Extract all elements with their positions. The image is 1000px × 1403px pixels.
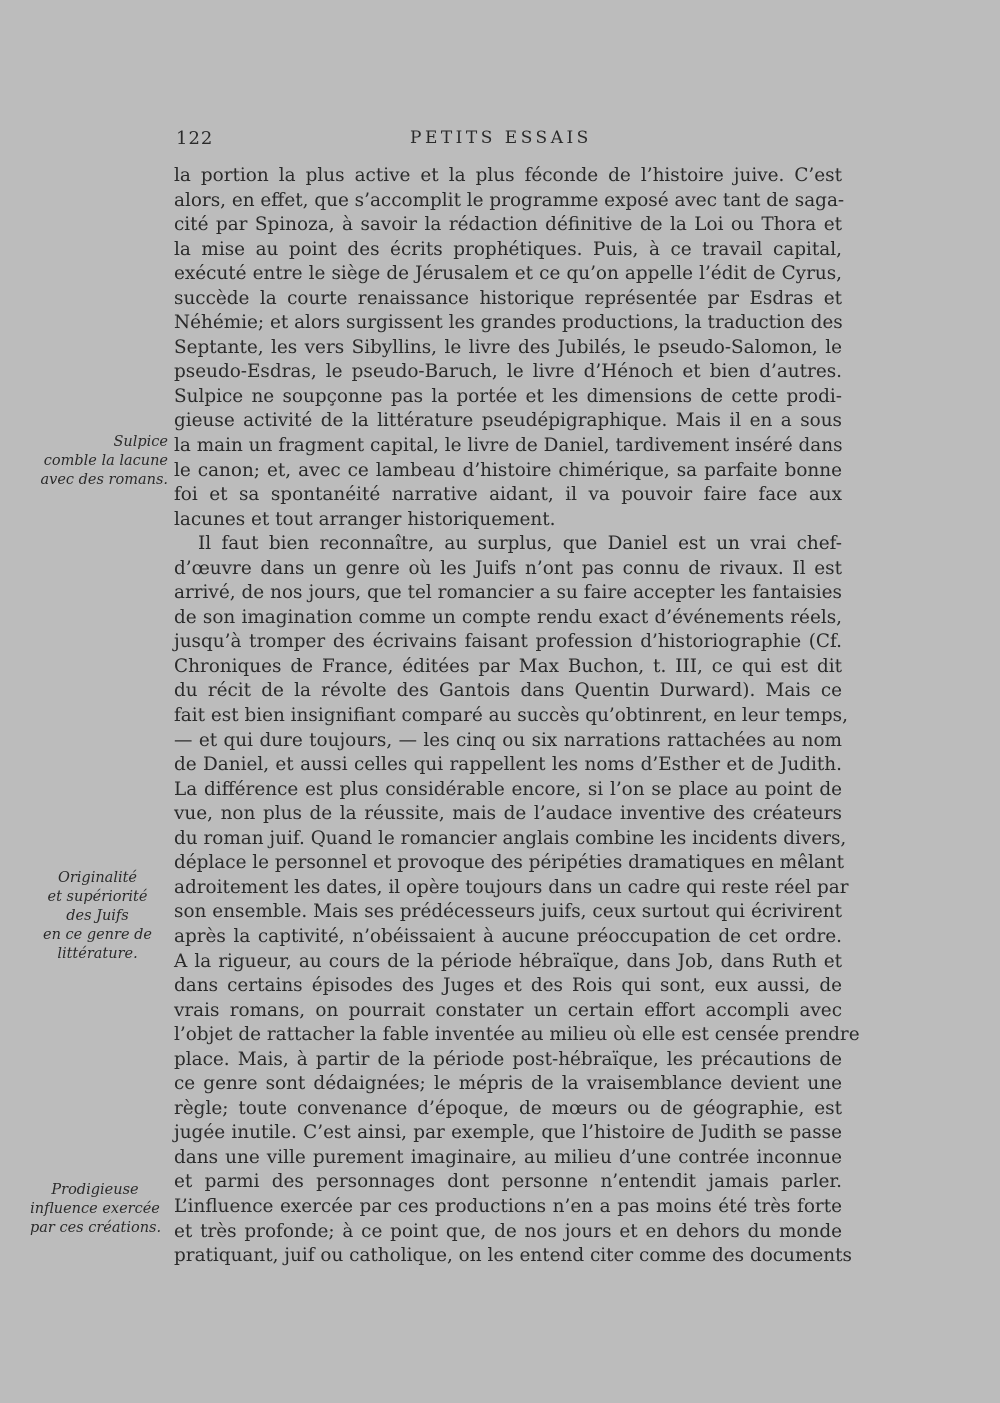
text-line: foi et sa spontanéité narrative aidant, il va pouvoir faire face aux <box>174 484 842 506</box>
text-line: déplace le personnel et provoque des péripéties dramatiques en mêlant <box>174 852 845 874</box>
text-line: — et qui dure toujours, — les cinq ou six narrations rattachées au nom <box>174 729 842 751</box>
text-line: l’objet de rattacher la fable inventée au milieu où elle est censée prendre <box>174 1024 860 1046</box>
text-line: jusqu’à tromper des écrivains faisant profession d’historiographie (Cf. <box>174 631 842 653</box>
text-line: de son imagination comme un compte rendu exact d’événements réels, <box>174 606 842 628</box>
text-line: adroitement les dates, il opère toujours dans un cadre qui reste réel par <box>174 876 849 898</box>
marginal-note-line: Sulpice <box>113 434 168 450</box>
text-line: fait est bien insignifiant comparé au succès qu’obtinrent, en leur temps, <box>174 705 848 727</box>
text-line: règle; toute convenance d’époque, de mœurs ou de géographie, est <box>174 1097 842 1119</box>
text-line: d’œuvre dans un genre où les Juifs n’ont pas connu de rivaux. Il est <box>174 557 842 579</box>
marginal-note-line: des Juifs <box>66 908 129 924</box>
text-line: la portion la plus active et la plus féconde de l’histoire juive. C’est <box>174 165 842 186</box>
text-line: succède la courte renaissance historique représentée par Esdras et <box>174 287 842 309</box>
text-line: vrais romans, on pourrait constater un certain effort accompli avec <box>174 999 842 1021</box>
text-line: la mise au point des écrits prophétiques. Puis, à ce travail capital, <box>174 238 842 260</box>
text-line: place. Mais, à partir de la période post-hébraïque, les précautions de <box>174 1048 842 1070</box>
marginal-note-line: comble la lacune <box>43 453 168 469</box>
text-line: ce genre sont dédaignées; le mépris de la vraisemblance devient une <box>174 1073 842 1095</box>
marginal-note-sulpice <box>40 433 168 490</box>
running-title: PETITS ESSAIS <box>410 128 592 148</box>
text-line: la main un fragment capital, le livre de Daniel, tardivement inséré dans <box>174 435 843 457</box>
text-line: dans certains épisodes des Juges et des Rois qui sont, eux aussi, de <box>174 975 842 997</box>
text-line: gieuse activité de la littérature pseudépigraphique. Mais il en a sous <box>174 410 842 432</box>
text-line: arrivé, de nos jours, que tel romancier a su faire accepter les fantaisies <box>174 582 842 604</box>
text-line: Néhémie; et alors surgissent les grandes productions, la traduction des <box>174 312 843 334</box>
text-line: vue, non plus de la réussite, mais de l’audace inventive des créateurs <box>174 803 842 825</box>
text-line: pseudo-Esdras, le pseudo-Baruch, le livre d’Hénoch et bien d’autres. <box>174 361 842 383</box>
text-line: Chroniques de France, éditées par Max Buchon, t. III, ce qui est dit <box>174 655 842 677</box>
text-line: du récit de la révolte des Gantois dans Quentin Durward). Mais ce <box>174 680 842 702</box>
text-line: son ensemble. Mais ses prédécesseurs juifs, ceux surtout qui écrivirent <box>174 901 842 923</box>
marginal-note-line: littérature. <box>57 946 138 962</box>
body-text <box>174 164 860 1269</box>
text-line: de Daniel, et aussi celles qui rappellent les noms d’Esther et de Judith. <box>174 754 842 776</box>
text-line: après la captivité, n’obéissaient à aucune préoccupation de cet ordre. <box>174 925 842 947</box>
text-line: le canon; et, avec ce lambeau d’histoire chimérique, sa parfaite bonne <box>174 459 842 481</box>
marginal-note-originalite <box>40 869 155 964</box>
text-line: A la rigueur, au cours de la période hébraïque, dans Job, dans Ruth et <box>174 950 842 972</box>
text-line: exécuté entre le siège de Jérusalem et ce qu’on appelle l’édit de Cyrus, <box>174 263 842 285</box>
text-line: du roman juif. Quand le romancier anglais combine les incidents divers, <box>174 827 847 849</box>
text-line: La différence est plus considérable encore, si l’on se place au point de <box>174 778 842 800</box>
marginal-note-line: par ces créations. <box>30 1220 162 1236</box>
text-line: jugée inutile. C’est ainsi, par exemple, que l’histoire de Judith se passe <box>174 1122 842 1144</box>
text-line: lacunes et tout arranger historiquement. <box>174 508 556 530</box>
text-line: Il faut bien reconnaître, au surplus, que Daniel est un vrai chef- <box>198 533 842 555</box>
text-line: cité par Spinoza, à savoir la rédaction définitive de la Loi ou Thora et <box>174 214 842 236</box>
marginal-note-line: en ce genre de <box>42 927 153 943</box>
text-line: L’influence exercée par ces productions n’en a pas moins été très forte <box>174 1195 842 1217</box>
text-line: Septante, les vers Sibyllins, le livre des Jubilés, le pseudo-Salomon, le <box>174 336 842 358</box>
running-head <box>0 128 1000 158</box>
marginal-note-line: Prodigieuse <box>51 1182 139 1198</box>
marginal-note-line: influence exercée <box>30 1201 160 1217</box>
text-line: alors, en effet, que s’accomplit le programme exposé avec tant de saga- <box>174 189 845 211</box>
text-line: dans une ville purement imaginaire, au milieu d’une contrée inconnue <box>174 1146 842 1168</box>
text-line: et très profonde; à ce point que, de nos jours et en dehors du monde <box>174 1220 842 1242</box>
marginal-note-line: avec des romans. <box>40 472 168 488</box>
text-line: et parmi des personnages dont personne n’entendit jamais parler. <box>174 1171 842 1193</box>
page-number: 122 <box>176 128 214 149</box>
text-line: Sulpice ne soupçonne pas la portée et les dimensions de cette prodi- <box>174 385 842 407</box>
marginal-note-influence <box>30 1181 160 1238</box>
marginal-note-line: Originalité <box>57 870 138 886</box>
marginal-note-line: et supériorité <box>47 889 148 905</box>
text-line: pratiquant, juif ou catholique, on les entend citer comme des documents <box>174 1245 852 1267</box>
